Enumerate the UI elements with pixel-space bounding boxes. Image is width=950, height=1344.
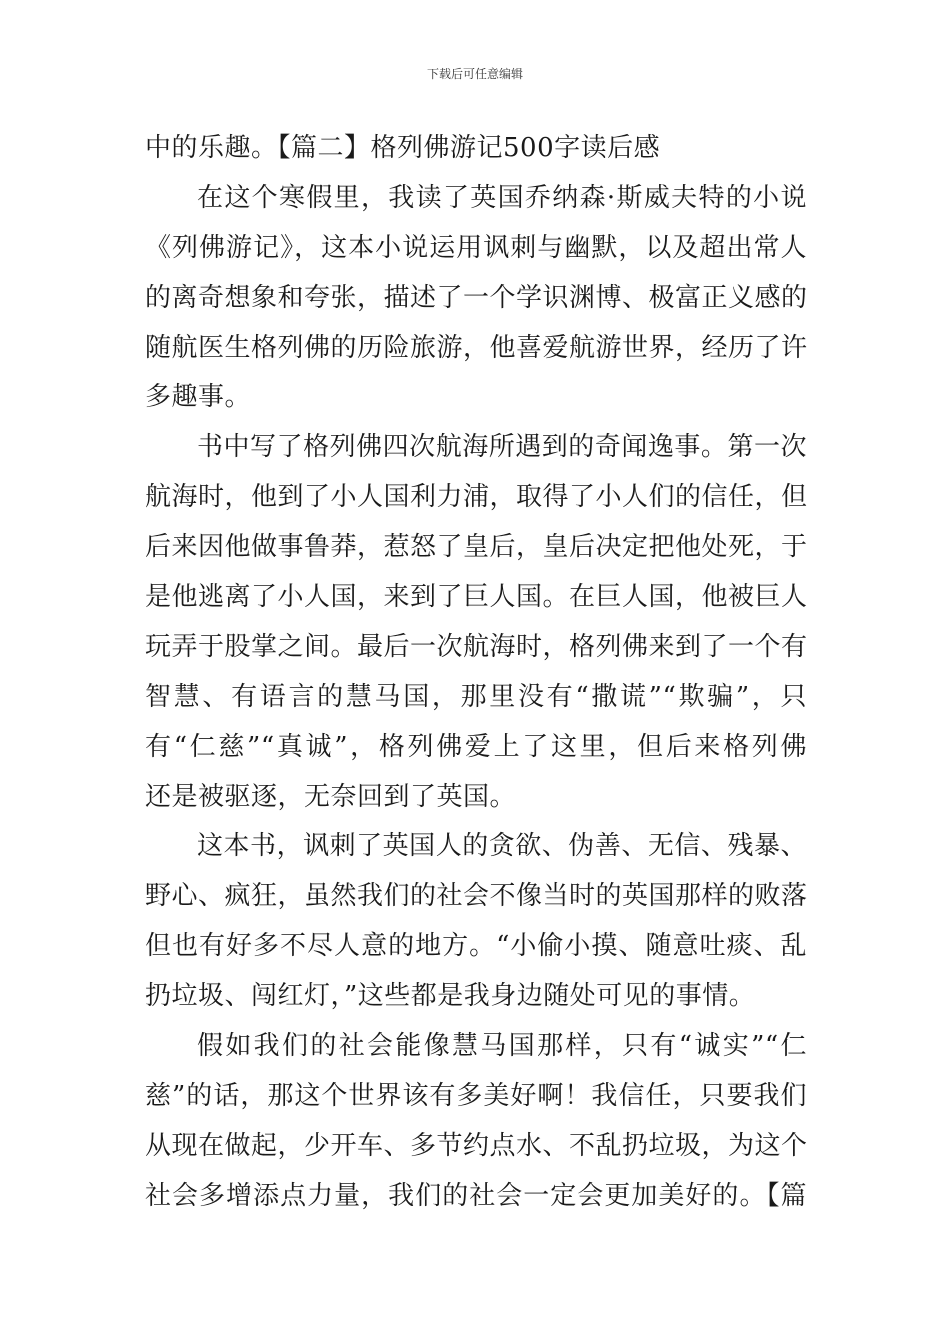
text-line: 扔垃圾、闯红灯，”这些都是我身边随处可见的事情。 <box>145 981 756 1012</box>
text-line: 玩弄于股掌之间。最后一次航海时，格列佛来到了一个有 <box>145 631 808 662</box>
text-line: 智慧、有语言的慧马国，那里没有“撒谎”“欺骗”，只 <box>145 681 807 712</box>
text-line: 慈”的话，那这个世界该有多美好啊！我信任，只要我们 <box>145 1080 807 1111</box>
paragraph-first-line: 这本书，讽刺了英国人的贪欲、伪善、无信、残暴、 <box>197 831 807 862</box>
page-header-note: 下载后可任意编辑 <box>426 67 523 81</box>
text-line: 后来因他做事鲁莽，惹怒了皇后，皇后决定把他处死，于 <box>145 532 808 563</box>
text-line: 还是被驱逐，无奈回到了英国。 <box>145 781 517 812</box>
paragraph-first-line: 在这个寒假里，我读了英国乔纳森·斯威夫特的小说 <box>197 182 807 213</box>
text-line: 但也有好多不尽人意的地方。“小偷小摸、随意吐痰、乱 <box>145 931 807 962</box>
text-line: 野心、疯狂，虽然我们的社会不像当时的英国那样的败落 <box>145 881 808 912</box>
text-line: 社会多增添点力量，我们的社会一定会更加美好的。【篇 <box>145 1180 807 1211</box>
text-line: 随航医生格列佛的历险旅游，他喜爱航游世界，经历了许 <box>145 332 808 363</box>
text-line: 从现在做起，少开车、多节约点水、不乱扔垃圾，为这个 <box>145 1130 808 1161</box>
text-line: 《列佛游记》，这本小说运用讽刺与幽默，以及超出常人 <box>145 232 807 263</box>
paragraph-first-line: 书中写了格列佛四次航海所遇到的奇闻逸事。第一次 <box>197 432 807 463</box>
text-line: 中的乐趣。【篇二】格列佛游记500字读后感 <box>145 133 661 163</box>
text-line: 航海时，他到了小人国利力浦，取得了小人们的信任，但 <box>145 482 808 513</box>
text-line: 多趣事。 <box>145 382 252 413</box>
text-line: 的离奇想象和夸张，描述了一个学识渊博、极富正义感的 <box>145 282 808 313</box>
document-body <box>145 124 807 1222</box>
text-line: 是他逃离了小人国，来到了巨人国。在巨人国，他被巨人 <box>145 582 808 613</box>
paragraph-first-line: 假如我们的社会能像慧马国那样，只有“诚实”“仁 <box>197 1031 807 1062</box>
text-line: 有“仁慈”“真诚”，格列佛爱上了这里，但后来格列佛 <box>145 731 807 762</box>
